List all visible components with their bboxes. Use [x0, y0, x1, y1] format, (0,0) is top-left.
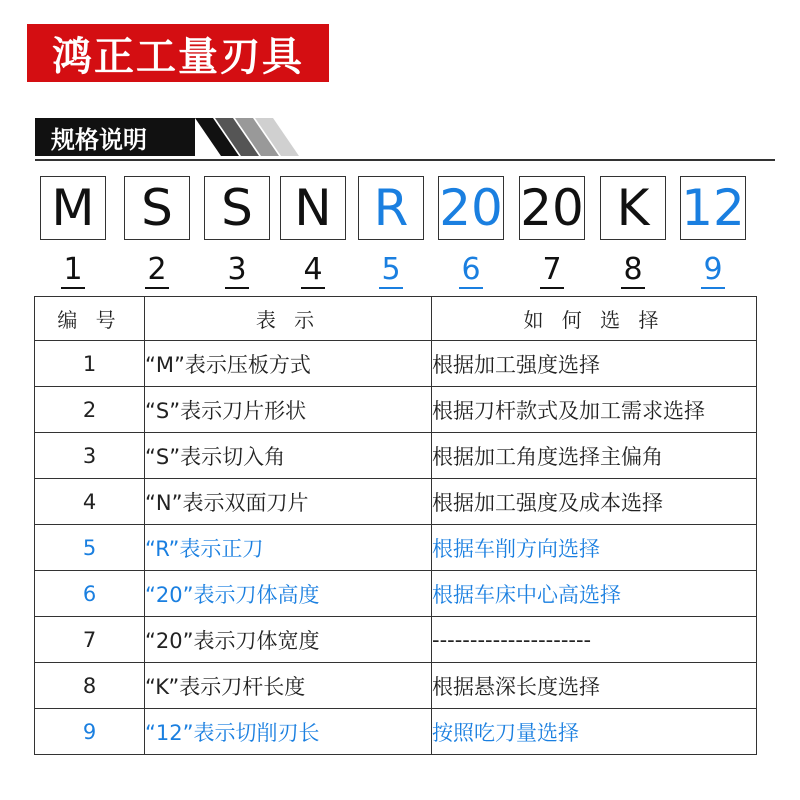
section-title: 规格说明 — [35, 118, 195, 156]
code-position-label: 3 — [227, 252, 247, 287]
code-position-number — [451, 252, 491, 289]
table-row — [35, 571, 757, 617]
code-position-number — [293, 252, 333, 289]
code-box: 20 — [438, 176, 504, 240]
row-selection: 根据刀杆款式及加工需求选择 — [432, 387, 757, 433]
table-row — [35, 387, 757, 433]
section-divider — [35, 159, 775, 161]
row-index: 9 — [35, 709, 145, 755]
underline — [379, 287, 403, 289]
code-position-number — [371, 252, 411, 289]
row-meaning: “N”表示双面刀片 — [145, 479, 432, 525]
code-breakdown — [40, 176, 760, 291]
section-header — [35, 118, 775, 162]
code-box: R — [358, 176, 424, 240]
header-selection: 如 何 选 择 — [432, 297, 757, 341]
code-position-label: 7 — [542, 252, 562, 287]
code-position-label: 1 — [63, 252, 83, 287]
code-position-label: 4 — [303, 252, 323, 287]
code-box: K — [600, 176, 666, 240]
code-position-label: 6 — [461, 252, 481, 287]
row-meaning: “R”表示正刀 — [145, 525, 432, 571]
code-position-label: 9 — [703, 252, 723, 287]
row-index: 2 — [35, 387, 145, 433]
row-selection: 根据车床中心高选择 — [432, 571, 757, 617]
code-box: 12 — [680, 176, 746, 240]
code-position-number — [532, 252, 572, 289]
table-row — [35, 617, 757, 663]
row-index: 8 — [35, 663, 145, 709]
row-index: 3 — [35, 433, 145, 479]
underline — [701, 287, 725, 289]
code-box: S — [204, 176, 270, 240]
row-index: 4 — [35, 479, 145, 525]
underline — [301, 287, 325, 289]
row-meaning: “S”表示刀片形状 — [145, 387, 432, 433]
code-box: M — [40, 176, 106, 240]
table-row — [35, 479, 757, 525]
underline — [459, 287, 483, 289]
underline — [225, 287, 249, 289]
header-index: 编 号 — [35, 297, 145, 341]
code-box: S — [124, 176, 190, 240]
code-position-number — [613, 252, 653, 289]
table-row — [35, 341, 757, 387]
row-selection: 根据加工强度及成本选择 — [432, 479, 757, 525]
code-position-label: 5 — [381, 252, 401, 287]
row-selection: 根据加工角度选择主偏角 — [432, 433, 757, 479]
underline — [145, 287, 169, 289]
code-position-number — [217, 252, 257, 289]
row-meaning: “20”表示刀体宽度 — [145, 617, 432, 663]
code-box: N — [280, 176, 346, 240]
table-header-row — [35, 297, 757, 341]
table-row — [35, 525, 757, 571]
decorative-stripes-icon — [185, 118, 305, 158]
table-row — [35, 433, 757, 479]
row-selection: 根据加工强度选择 — [432, 341, 757, 387]
table-row — [35, 663, 757, 709]
row-index: 1 — [35, 341, 145, 387]
row-index: 5 — [35, 525, 145, 571]
row-meaning: “20”表示刀体高度 — [145, 571, 432, 617]
code-box: 20 — [519, 176, 585, 240]
row-selection: 根据车削方向选择 — [432, 525, 757, 571]
code-position-label: 8 — [623, 252, 643, 287]
code-position-number — [137, 252, 177, 289]
row-selection: 根据悬深长度选择 — [432, 663, 757, 709]
underline — [540, 287, 564, 289]
row-meaning: “M”表示压板方式 — [145, 341, 432, 387]
header-meaning: 表 示 — [145, 297, 432, 341]
row-meaning: “S”表示切入角 — [145, 433, 432, 479]
row-selection: --------------------- — [432, 617, 757, 663]
code-position-number — [693, 252, 733, 289]
table-row — [35, 709, 757, 755]
row-index: 7 — [35, 617, 145, 663]
row-meaning: “12”表示切削刃长 — [145, 709, 432, 755]
underline — [61, 287, 85, 289]
code-position-number — [53, 252, 93, 289]
row-meaning: “K”表示刀杆长度 — [145, 663, 432, 709]
row-index: 6 — [35, 571, 145, 617]
row-selection: 按照吃刀量选择 — [432, 709, 757, 755]
underline — [621, 287, 645, 289]
code-position-label: 2 — [147, 252, 167, 287]
brand-banner: 鸿正工量刃具 — [27, 24, 329, 82]
spec-table — [34, 296, 757, 755]
